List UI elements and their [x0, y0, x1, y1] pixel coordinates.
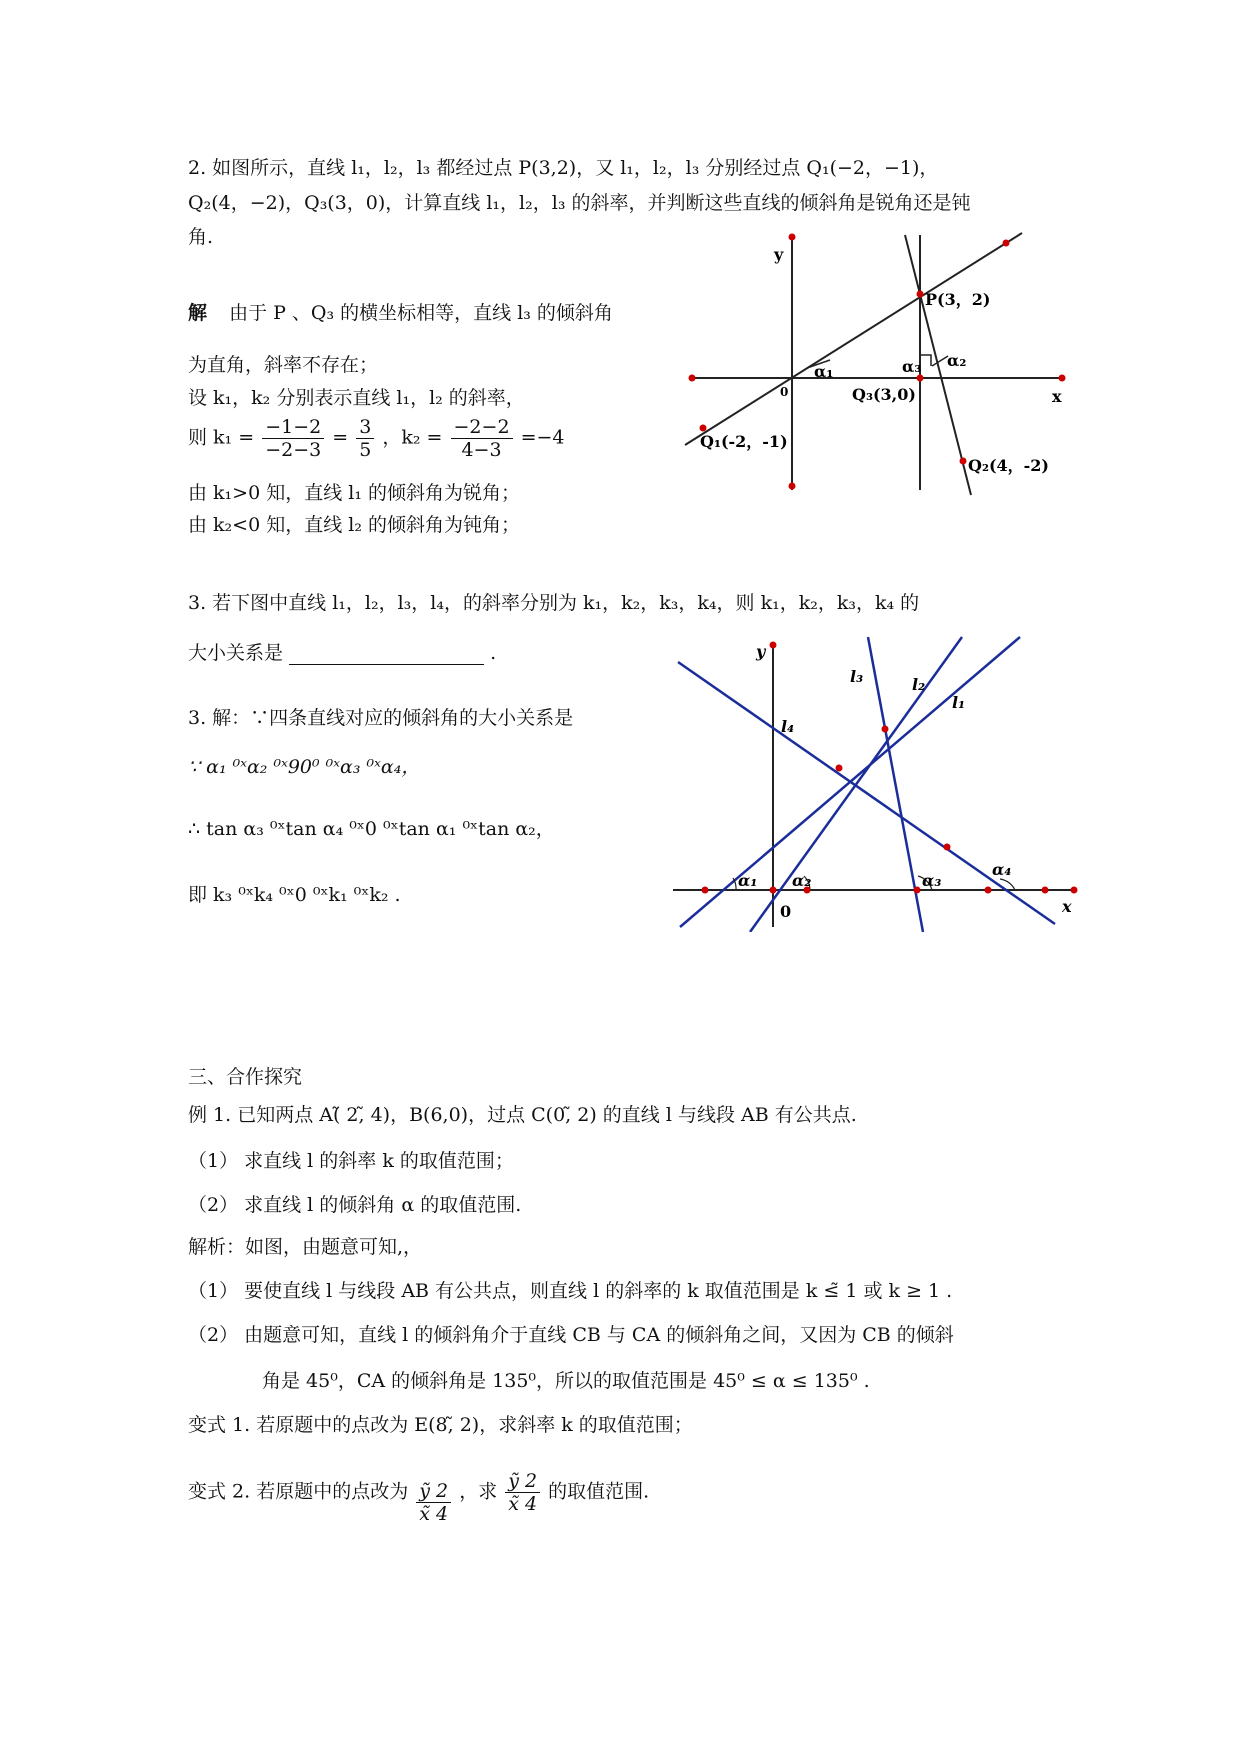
fraction-den: 4−3: [461, 439, 502, 461]
answer2-line1: （2） 由题意可知，直线 l 的倾斜角介于直线 CB 与 CA 的倾斜角之间，又因为 CB 的倾斜: [188, 1324, 954, 1346]
point-Q1-label: Q₁(-2，-1): [700, 432, 788, 451]
variant2-fraction1: [416, 1480, 451, 1525]
alpha2-arrow: [932, 356, 948, 366]
fraction-num: ỹ 2: [505, 1470, 540, 1493]
variant2: [188, 1470, 649, 1525]
fraction-den: 5: [359, 439, 372, 461]
variant2-mid: ，求: [459, 1480, 498, 1503]
point-Q2-label: Q₂(4，-2): [968, 456, 1049, 475]
line-l1: [685, 233, 1022, 445]
fraction-num: −2−2: [451, 416, 513, 439]
alpha4-label: α₄: [992, 860, 1012, 879]
alpha2-label: α₂: [792, 871, 812, 890]
point-marker: [702, 887, 709, 894]
fraction-num: 3: [356, 416, 374, 439]
fraction-k1: [262, 416, 324, 461]
line-l4-label: l₄: [781, 717, 795, 736]
point-marker: [1059, 375, 1066, 382]
solution2-line2: 为直角，斜率不存在；: [188, 354, 379, 376]
solution2-line5: 由 k₁>0 知，直线 l₁ 的倾斜角为锐角；: [188, 482, 520, 504]
solution2-line1: [188, 298, 613, 325]
solution3-line2: ∵ α₁ ⁰ˣα₂ ⁰ˣ90⁰ ⁰ˣα₃ ⁰ˣα₄，: [188, 756, 421, 778]
problem2-line1: 2. 如图所示，直线 l₁，l₂，l₃ 都经过点 P(3,2)，又 l₁，l₂，l₃ 分别经过点 Q₁(−2，−1)，: [188, 157, 939, 179]
intersection-point: [836, 765, 843, 772]
question2: （2） 求直线 l 的倾斜角 α 的取值范围.: [188, 1194, 522, 1216]
answer1: （1） 要使直线 l 与线段 AB 有公共点，则直线 l 的斜率的 k 取值范围是 k ≤̃ 1 或 k ≥ 1 .: [188, 1280, 953, 1302]
fraction-den: −2−3: [265, 439, 322, 461]
fraction-den: x̃ 4: [508, 1493, 538, 1515]
problem2-line3: 角.: [188, 226, 214, 248]
solution2-line6: 由 k₂<0 知，直线 l₂ 的倾斜角为钝角；: [188, 514, 520, 536]
k2-result: =−4: [520, 426, 565, 449]
line-l2-label: l₂: [912, 675, 926, 694]
solution3-line4: 即 k₃ ⁰ˣk₄ ⁰ˣ0 ⁰ˣk₁ ⁰ˣk₂ .: [188, 884, 401, 906]
solution2-line3: 设 k₁，k₂ 分别表示直线 l₁，l₂ 的斜率，: [188, 387, 525, 409]
k1-prefix: 则 k₁ =: [188, 426, 255, 449]
solution2-text1: 由于 P 、Q₃ 的横坐标相等，直线 l₃ 的倾斜角: [229, 302, 613, 324]
fraction-3-5: [356, 416, 374, 461]
point-marker: [944, 844, 951, 851]
point-marker: [1042, 887, 1049, 894]
point-marker: [689, 375, 696, 382]
x-axis-label: x: [1062, 897, 1072, 916]
point-P-label: P(3，2): [925, 290, 991, 309]
alpha2-label: α₂: [947, 351, 967, 370]
point-marker: [770, 642, 777, 649]
fraction-den: x̃ 4: [419, 1502, 449, 1525]
figure-problem2: [680, 225, 1080, 505]
variant1: 变式 1. 若原题中的点改为 E(8,̃ 2)，求斜率 k 的取值范围；: [188, 1414, 693, 1436]
right-angle-mark: [920, 355, 931, 366]
k2-prefix: ，k₂ =: [382, 426, 443, 449]
line-l1-label: l₁: [952, 693, 966, 712]
solution2-line4: [188, 416, 565, 461]
alpha3-label: α₃: [922, 871, 942, 890]
point-marker: [789, 483, 796, 490]
fraction-num: −1−2: [262, 416, 324, 439]
x-axis-label: x: [1052, 387, 1062, 406]
section-heading: 三、合作探究: [188, 1066, 303, 1088]
equals-sign: =: [332, 426, 349, 449]
problem3-line1: 3. 若下图中直线 l₁，l₂，l₃，l₄，的斜率分别为 k₁，k₂，k₃，k₄，则 k₁，k₂，k₃，k₄ 的: [188, 592, 920, 614]
line-l4: [678, 662, 1055, 924]
y-axis-label: y: [774, 245, 784, 264]
problem3-line2: [188, 638, 496, 665]
solution3-line1: 3. 解：∵四条直线对应的倾斜角的大小关系是: [188, 707, 574, 729]
line-l3-label: l₃: [850, 667, 864, 686]
alpha3-label: α₃: [902, 357, 922, 376]
point-P: [917, 291, 924, 298]
point-Q1: [700, 425, 707, 432]
point-marker: [985, 887, 992, 894]
variant2-suffix: 的取值范围.: [548, 1480, 650, 1503]
solution-label: 解: [188, 302, 208, 324]
origin-label: 0: [780, 902, 792, 921]
problem2-line2: Q₂(4，−2)，Q₃(3，0)，计算直线 l₁，l₂，l₃ 的斜率，并判断这些直线的倾斜角是锐角还是钝: [188, 192, 971, 214]
alpha1-label: α₁: [814, 362, 834, 381]
point-marker: [914, 887, 921, 894]
point-Q3-label: Q₃(3,0): [852, 385, 916, 404]
answer2-line2: 角是 45⁰，CA 的倾斜角是 135⁰，所以的取值范围是 45⁰ ≤ α ≤ 135⁰ .: [262, 1370, 870, 1392]
figure-problem3: [670, 632, 1090, 932]
point-marker: [770, 887, 777, 894]
origin-label: 0: [780, 385, 789, 399]
fraction-k2: [451, 416, 513, 461]
alpha1-label: α₁: [738, 871, 758, 890]
problem3-line2-prefix: 大小关系是: [188, 642, 284, 664]
point-marker: [1003, 240, 1010, 247]
question1: （1） 求直线 l 的斜率 k 的取值范围；: [188, 1150, 514, 1172]
point-marker: [789, 234, 796, 241]
solution3-line3: ∴ tan α₃ ⁰ˣtan α₄ ⁰ˣ0 ⁰ˣtan α₁ ⁰ˣtan α₂，: [188, 818, 555, 840]
variant2-prefix: 变式 2. 若原题中的点改为: [188, 1480, 409, 1503]
point-marker: [1071, 887, 1078, 894]
fraction-num: ỹ 2: [416, 1480, 451, 1503]
answer-blank: [289, 646, 484, 665]
analysis-intro: 解析：如图，由题意可知,，: [188, 1236, 423, 1258]
variant2-fraction2: [505, 1470, 540, 1515]
y-axis-label: y: [756, 642, 766, 661]
example1: 例 1. 已知两点 A(̃ 2,̃ 4)，B(6,0)，过点 C(0,̃ 2) 的直线 l 与线段 AB 有公共点.: [188, 1104, 857, 1126]
intersection-point: [882, 726, 889, 733]
point-Q2: [960, 458, 967, 465]
problem3-line2-suffix: .: [490, 642, 497, 664]
